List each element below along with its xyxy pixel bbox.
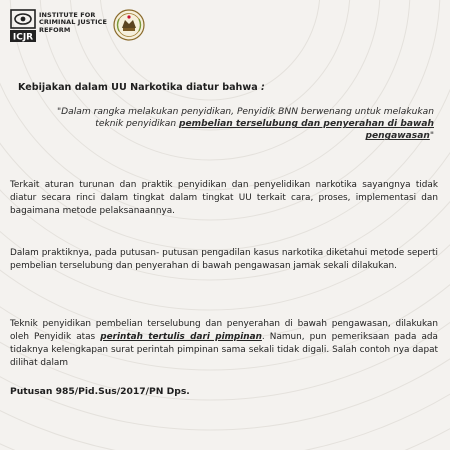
org-name	[39, 12, 107, 34]
logo-abbrev: ICJR	[12, 32, 34, 43]
paragraph-2: Dalam praktiknya, pada putusan- putusan pengadilan kasus narkotika diketahui metode seperti pembelian terselubung dan penyerahan di bawah pengawasan jamak sekali dilakukan.	[10, 248, 438, 272]
paragraph-3-text: Teknik penyidikan pembelian terselubung dan penyerahan di bawah pengawasan, dilakukan oleh Penyidik atas	[10, 319, 438, 343]
paragraph-3-emphasis: perintah tertulis dari pimpinan	[100, 332, 262, 343]
org-line-1: INSTITUTE FOR	[39, 11, 96, 19]
quote-text: "Dalam rangka melakukan penyidikan, Penyidik BNN berwenang untuk melakukan teknik penyidikan	[56, 107, 434, 130]
quote-close: "	[429, 131, 434, 142]
icjr-logo	[10, 9, 36, 43]
case-reference: Putusan 985/Pid.Sus/2017/PN Dps.	[10, 386, 190, 397]
quote-emphasis: pembelian terselubung dan penyerahan di bawah pengawasan	[179, 119, 434, 142]
legal-quote	[32, 106, 434, 143]
paragraph-3	[10, 318, 438, 370]
policy-title	[18, 82, 265, 93]
policy-title-text: Kebijakan dalam UU Narkotika diatur bahwa	[18, 82, 258, 93]
org-line-2: CRIMINAL JUSTICE	[39, 18, 107, 27]
paragraph-3-tail: . Namun, pun pemeriksaan pada ada tidaknya kelengkapan surat perintah pimpinan sama sekali tidak digali. Salah contoh nya dapat dilihat dalam	[10, 332, 438, 369]
paragraph-1: Terkait aturan turunan dan praktik penyidikan dan penyelidikan narkotika sayangnya tidak diatur secara rinci dalam tingkat dalam tingkat UU terkait cara, proses, implementasi dan bagaimana metode pelaksanaannya.	[10, 180, 438, 217]
header	[10, 9, 145, 45]
policy-title-colon: :	[257, 82, 265, 93]
partner-emblem-icon	[113, 9, 145, 41]
org-line-3: REFORM	[39, 25, 71, 34]
